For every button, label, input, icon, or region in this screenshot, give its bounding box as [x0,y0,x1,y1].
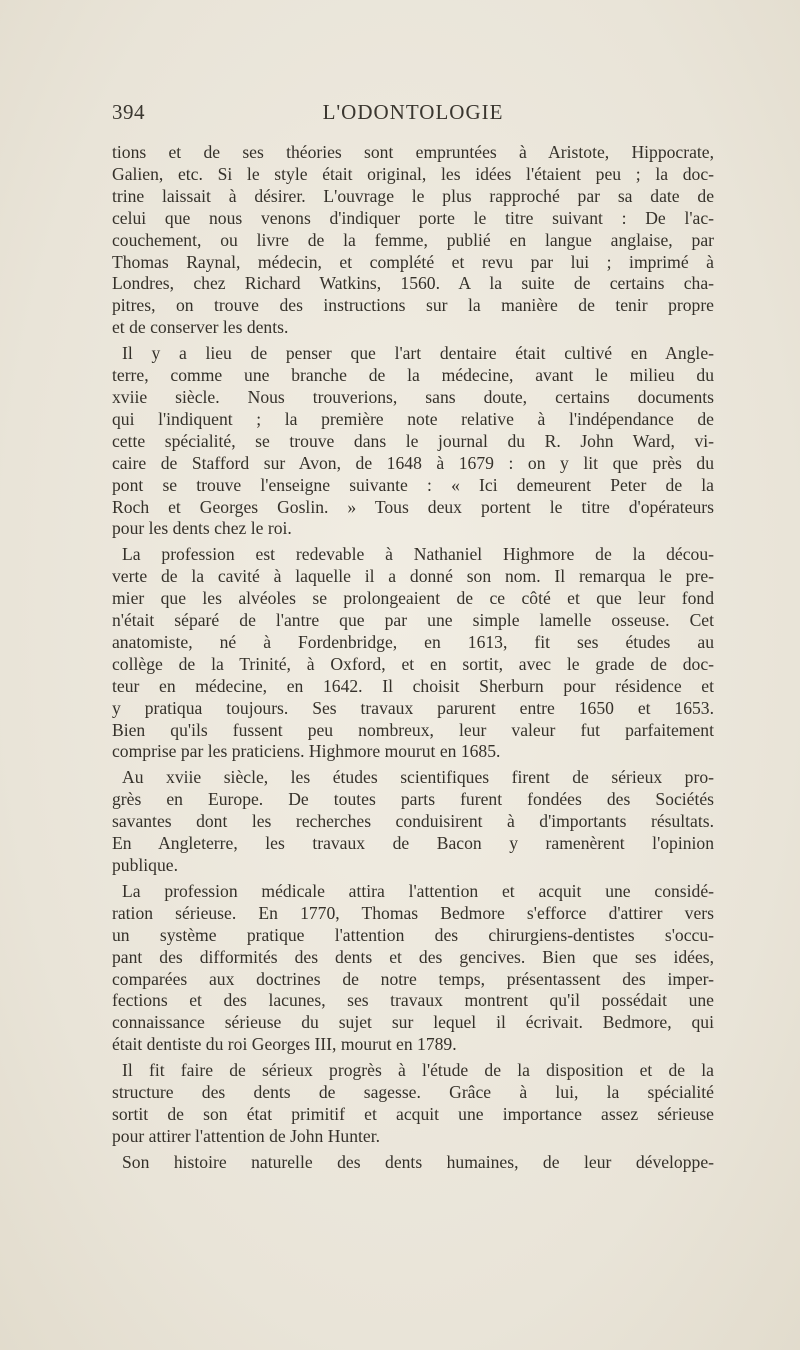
text-line: publique. [112,855,178,875]
text-line: pont se trouve l'enseigne suivante : « Ici demeurent Peter de la [112,474,714,495]
text-line: qui l'indiquent ; la première note relative à l'indépendance de [112,408,714,429]
text-line: caire de Stafford sur Avon, de 1648 à 1679 : on y lit que près du [112,452,714,473]
text-line: La profession est redevable à Nathaniel Highmore de la décou- [122,544,714,565]
text-line: collège de la Trinité, à Oxford, et en sortit, avec le grade de doc- [112,653,714,674]
text-line: verte de la cavité à laquelle il a donné son nom. Il remarqua le pre- [112,566,714,587]
text-line: pour les dents chez le roi. [112,518,292,539]
text-line: couchement, ou livre de la femme, publié en langue anglaise, par [112,229,714,250]
text-line: était dentiste du roi Georges III, mourut en 1789. [112,1034,457,1055]
text-line: cette spécialité, se trouve dans le journal du R. John Ward, vi- [112,430,714,451]
text-line: tions et de ses théories sont empruntées à Aristote, Hippocrate, [112,142,714,162]
text-line: grès en Europe. De toutes parts furent fondées des Sociétés [112,789,714,810]
text-line: Roch et Georges Goslin. » Tous deux portent le titre d'opérateurs [112,496,714,517]
text-line: En Angleterre, les travaux de Bacon y ramenèrent l'opinion [112,833,714,854]
paragraph [112,767,714,877]
text-line: trine laissait à désirer. L'ouvrage le plus rapproché par sa date de [112,185,714,206]
body-text [112,142,714,1174]
text-line: mier que les alvéoles se prolongeaient de ce côté et que leur fond [112,588,714,609]
text-line: celui que nous venons d'indiquer porte le titre suivant : De l'ac- [112,207,714,228]
text-line: et de conserver les dents. [112,317,289,338]
text-line: savantes dont les recherches conduisirent à d'importants résultats. [112,811,714,832]
text-line: Son histoire naturelle des dents humaines, de leur développe- [122,1151,714,1172]
text-line: structure des dents de sagesse. Grâce à lui, la spécialité [112,1082,714,1103]
text-line: teur en médecine, en 1642. Il choisit Sherburn pour résidence et [112,675,714,696]
text-line: ration sérieuse. En 1770, Thomas Bedmore s'efforce d'attirer vers [112,902,714,923]
text-line: comparées aux doctrines de notre temps, présentassent des imper- [112,968,714,989]
text-line: connaissance sérieuse du sujet sur lequel il écrivait. Bedmore, qui [112,1012,714,1033]
text-line: y pratiqua toujours. Ses travaux parurent entre 1650 et 1653. [112,697,714,718]
text-line: Londres, chez Richard Watkins, 1560. A la suite de certains cha- [112,273,714,294]
text-line: Thomas Raynal, médecin, et complété et revu par lui ; imprimé à [112,251,714,272]
paragraph [112,343,714,540]
text-line: n'était séparé de l'antre que par une simple lamelle osseuse. Cet [112,610,714,631]
page-header [112,100,714,130]
text-line: La profession médicale attira l'attention et acquit une considé- [122,880,714,901]
text-line: Galien, etc. Si le style était original, les idées l'étaient peu ; la doc- [112,163,714,184]
text-line: comprise par les praticiens. Highmore mourut en 1685. [112,741,501,762]
text-line: Bien qu'ils fussent peu nombreux, leur valeur fut parfaitement [112,719,714,740]
running-title: L'ODONTOLOGIE [322,100,504,124]
text-line: sortit de son état primitif et acquit une importance assez sérieuse [112,1103,714,1124]
paragraph [112,1060,714,1148]
paragraph [112,1152,714,1174]
text-line: pant des difformités des dents et des gencives. Bien que ses idées, [112,946,714,967]
text-line: Il y a lieu de penser que l'art dentaire était cultivé en Angle- [122,343,714,364]
text-line: Au xviie siècle, les études scientifiques firent de sérieux pro- [122,767,714,788]
text-line: xviie siècle. Nous trouverions, sans doute, certains documents [112,386,714,407]
text-line: Il fit faire de sérieux progrès à l'étude de la disposition et de la [122,1060,714,1081]
text-line: anatomiste, né à Fordenbridge, en 1613, fit ses études au [112,631,714,652]
text-line: terre, comme une branche de la médecine, avant le milieu du [112,365,714,386]
text-line: pitres, on trouve des instructions sur la manière de tenir propre [112,295,714,316]
page-number: 394 [112,100,145,124]
paragraph [112,544,714,763]
text-line: un système pratique l'attention des chirurgiens-dentistes s'occu- [112,924,714,945]
text-line: fections et des lacunes, ses travaux montrent qu'il possédait une [112,990,714,1011]
text-line: pour attirer l'attention de John Hunter. [112,1125,380,1146]
paragraph [112,142,714,339]
paragraph [112,881,714,1056]
